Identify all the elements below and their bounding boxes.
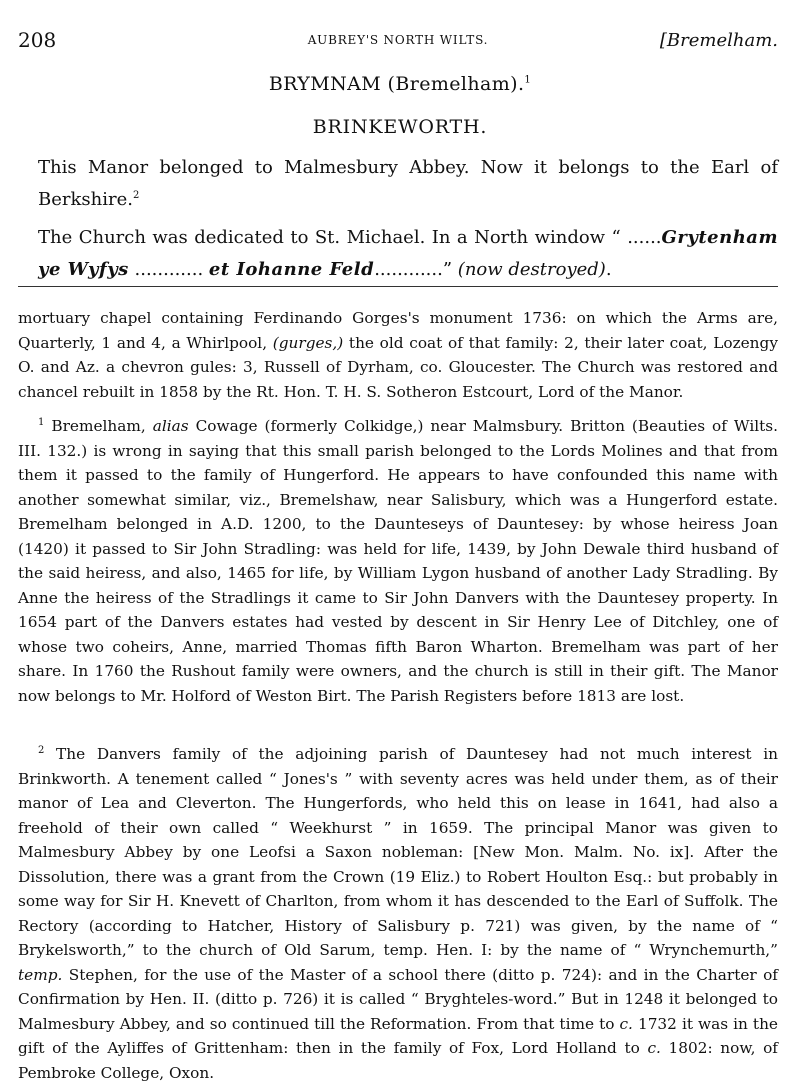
footnote-ref-2: 2 [132,190,140,201]
continuation-text [18,306,778,404]
footnote-2-a: The Danvers family of the adjoining parish of Dauntesey had not much interest in Brinkworth. A tenement called “ Jones's ” with seventy acres was held under them, as of their manor of Lea and Cleverton. The Hungerfords, who held this on lease in 1641, had also a freehold of their own called “ Weekhurst ” in 1659. The principal Manor was given to Malmesbury Abbey by one Leofsi a Saxon nobleman: [New Mon. Malm. No. ix]. After the Dissolution, there was a grant from the Crown (19 Eliz.) to Robert Houlton Esq.: but probably in some way for Sir H. Knevett of Charlton, from whom it has descended to the Earl of Suffolk. The Rectory (according to Hatcher, History of Salisbury p. 721) was given, by the name of “ Brykelsworth,” to the church of Old Sarum, temp. Hen. I: by the name of “ Wrynchemurth,” [18,745,778,959]
continuation-paragraph [18,306,778,404]
main-text [38,152,778,292]
inscription-gap: ............ [128,259,209,280]
now-destroyed: (now destroyed) [457,259,606,280]
page-number: 208 [18,28,57,52]
manor-text: This Manor belonged to Malmesbury Abbey. Now it belongs to the Earl of Berkshire. [38,157,778,210]
church-text: The Church was dedicated to St. Michael. In a North window “ ...... [38,227,662,248]
running-title: AUBREY'S NORTH WILTS. [307,33,489,47]
footnote-2-c: 1732 it was in the gift of the Ayliffes of Grittenham: then in the family of Fox, Lord Holland to [18,1014,778,1057]
title-brymnam [0,73,800,95]
footnote-ref-1: 1 [524,74,532,86]
continuation-a: mortuary chapel containing Ferdinando Gorges's monument 1736: on which the Arms are, Quarterly, 1 and 4, a Whirlpool, [18,309,778,352]
title-brymnam-text: BRYMNAM (Bremelham). [268,73,525,95]
footnote-2-marker: 2 [38,744,45,756]
running-header [18,28,778,56]
footnote-1-b: Cowage (formerly Colkidge,) near Malmsbury. Britton (Beauties of Wilts. III. 132.) is wrong in saying that this small parish belonged to the Lords Molines and that from them it passed to the family of Hungerford. He appears to have confounded this name with another somewhat similar, viz., Bremelshaw, near Salisbury, which was a Hungerford estate. Bremelham belonged in A.D. 1200, to the Daunteseys of Dauntesey: by whose heiress Joan (1420) it passed to Sir John Stradling: was held for life, 1439, by John Dewale third husband of the said heiress, and also, 1465 for life, by William Lygon husband of another Lady Stradling. By Anne the heiress of the Stradlings it came to Sir John Danvers with the Dauntesey property. In 1654 part of the Danvers estates had vested by descent in Sir Henry Lee of Ditchley, one of whose two coheirs, Anne, married Thomas fifth Baron Wharton. Bremelham was part of her share. In 1760 the Rushout family were owners, and the church is still in their gift. The Manor now belongs to Mr. Holford of Weston Birt. The Parish Registers before 1813 are lost. [18,417,778,705]
title-brinkeworth: BRINKEWORTH. [312,116,488,138]
church-paragraph [38,222,778,286]
inscription-end: ............” [374,259,453,280]
footnote-2-b: Stephen, for the use of the Master of a school there (ditto p. 724): and in the Charter of Confirmation by Hen. II. (ditto p. 726) it is called “ Bryghteles-word.” But in 1248 it belonged to Malmesbury Abbey, and so continued till the Reformation. From that time to [18,965,778,1033]
footnote-2 [18,742,778,1085]
manor-paragraph [38,152,778,216]
circa-2: c. [647,1039,661,1057]
church-period: . [605,259,612,280]
continuation-b: the old coat of that family: 2, their later coat, Lozengy O. and Az. a chevron gules: 3, Russell of Dyrham, co. Gloucester. The Church was restored and chancel rebuilt in 1858 by the Rt. Hon. T. H. S. Sotheron Estcourt, Lord of the Manor. [18,333,778,401]
footnote-1-paragraph [18,414,778,708]
blackletter-inscription-2: et Iohanne Feld [208,259,375,280]
footnote-1-a: Bremelham, [51,417,146,435]
blackletter-inscription-1: Grytenham ye Wyfys [38,227,778,280]
footnote-2-d: 1802: now, of Pembroke College, Oxon. [18,1039,778,1082]
circa-1: c. [619,1014,633,1033]
footnote-1-marker: 1 [38,416,45,428]
footnote-2-paragraph [18,742,778,1085]
gurges-term: (gurges,) [272,333,344,352]
temp-term: temp. [18,965,63,984]
divider-rule [18,286,778,287]
alias-term: alias [152,417,189,435]
footnote-1 [18,414,778,708]
section-marker: [Bremelham. [659,30,778,51]
